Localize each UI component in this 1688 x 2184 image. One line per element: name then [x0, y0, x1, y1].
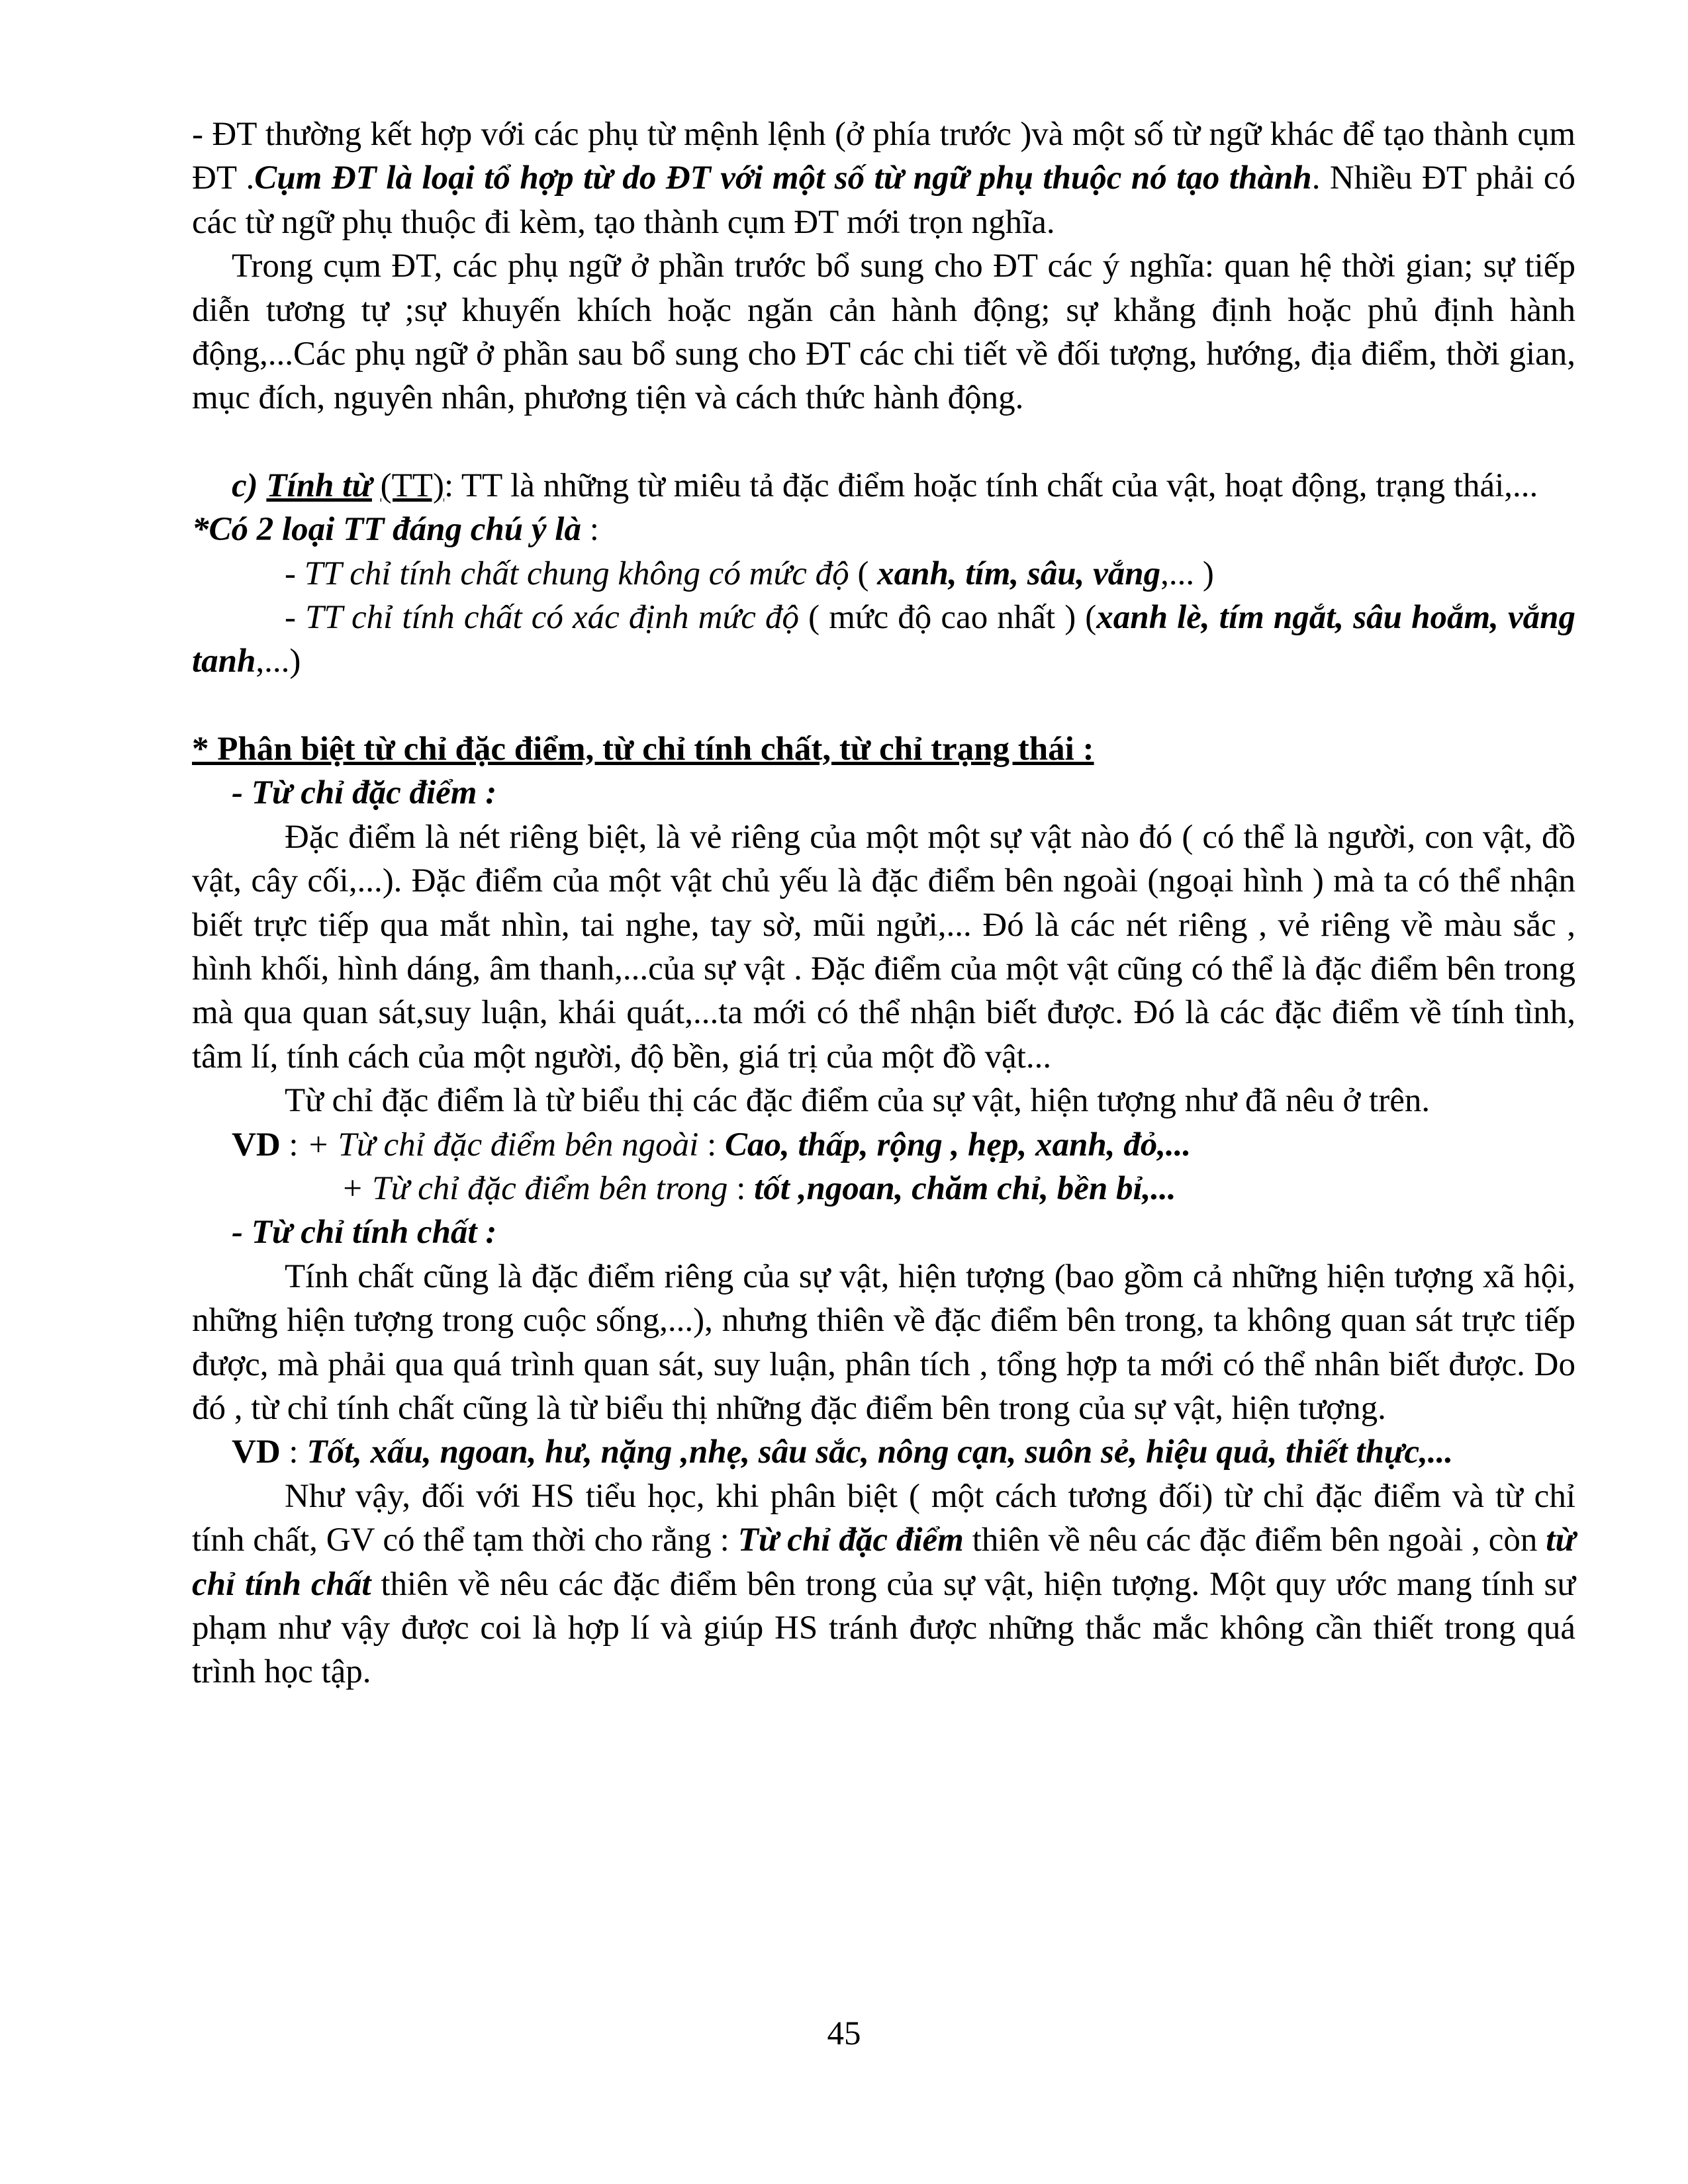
- phan-biet-heading: * Phân biệt từ chỉ đặc điểm, từ chỉ tính chất, từ chỉ trạng thái :: [192, 730, 1094, 768]
- text-run: :: [280, 1433, 307, 1471]
- text-run: thiên về nêu các đặc điểm bên ngoài , còn: [963, 1522, 1546, 1559]
- paragraph-cum-dong-tu: [192, 113, 1575, 244]
- page-number: 45: [827, 2015, 861, 2052]
- conclusion-paragraph: [192, 1475, 1575, 1694]
- dac-diem-paragraph-1: Đặc điểm là nét riêng biệt, là vẻ riêng của một một sự vật nào đó ( có thể là người, con vật, đồ vật, cây cối,...). Đặc điểm của một vật chủ yếu là đặc điểm bên ngoài (ngoại hình ) mà ta có thể nhận biết trực tiếp qua mắt nhìn, tai nghe, tay sờ, mũi ngửi,... Đó là các nét riêng , vẻ riêng về màu sắc , hình khối, hình dáng, âm thanh,...của sự vật . Đặc điểm của một vật cũng có thể là đặc điểm bên trong mà qua quan sát,suy luận, khái quát,...ta mới có thể nhận biết được. Đó là các đặc điểm về tính tình, tâm lí, tính cách của một người, độ bền, giá trị của một đồ vật...: [192, 818, 1575, 1075]
- text-run: : TT là những từ miêu tả đặc điểm hoặc tính chất của vật, hoạt động, trạng thái,...: [444, 467, 1538, 504]
- examples: Cao, thấp, rộng , hẹp, xanh, đỏ,...: [725, 1126, 1192, 1163]
- tinh-tu-intro: [192, 464, 1575, 508]
- text-run: + Từ chỉ đặc điểm bên ngoài: [306, 1126, 699, 1163]
- document-page: [192, 113, 1575, 2138]
- examples: Tốt, xấu, ngoan, hư, nặng ,nhẹ, sâu sắc, nông cạn, suôn sẻ, hiệu quả, thiết thực,...: [306, 1433, 1454, 1471]
- tinh-chat-paragraph: Tính chất cũng là đặc điểm riêng của sự vật, hiện tượng (bao gồm cả những hiện tượng xã hội, những hiện tượng trong cuộc sống,...), nhưng thiên về đặc điểm bên trong, ta không quan sát trực tiếp được, mà phải qua quá trình quan sát, suy luận, phân tích , tổng hợp ta mới có thể nhân biết được. Do đó , từ chỉ tính chất cũng là từ biểu thị những đặc điểm bên trong của sự vật, hiện tượng.: [192, 1257, 1575, 1427]
- section-title: Tính từ: [266, 467, 372, 504]
- type-1: [192, 552, 1575, 596]
- term-emphasis: từ chỉ tính chất: [192, 1522, 1576, 1603]
- term-emphasis: Từ chỉ đặc điểm: [737, 1522, 964, 1559]
- text-run: . Nhiều ĐT phải có các từ ngữ phụ thuộc đi kèm, tạo thành cụm ĐT mới trọn nghĩa.: [192, 159, 1576, 241]
- type-2: [192, 596, 1575, 684]
- text-run: + Từ chỉ đặc điểm bên trong: [341, 1169, 728, 1207]
- definition-emphasis: Cụm ĐT là loại tổ hợp từ do ĐT với một số từ ngữ phụ thuộc nó tạo thành: [254, 159, 1312, 197]
- text-run: thiên về nêu các đặc điểm bên trong của sự vật, hiện tượng. Một quy ước mang tính sư phạm như vậy được coi là hợp lí và giúp HS tránh được những thắc mắc không cần thiết trong quá trình học tập.: [192, 1565, 1575, 1691]
- section-abbr: (TT): [380, 467, 444, 504]
- types-heading: [192, 508, 1575, 551]
- vd-ben-ngoai: [192, 1123, 1575, 1167]
- section-label: c): [232, 467, 258, 504]
- text-run: - ĐT thường kết hợp với các phụ từ mệnh lệnh (ở phía trước )và một số từ ngữ khác để tạo thành cụm ĐT .: [192, 116, 1575, 197]
- vd-ben-trong: [192, 1167, 1575, 1210]
- examples: xanh, tím, sâu, vắng: [877, 555, 1161, 592]
- text-run: :: [280, 1126, 307, 1163]
- vd-label: VD: [232, 1433, 281, 1471]
- text-run: (: [849, 555, 878, 592]
- text-run: Như vậy, đối với HS tiểu học, khi phân biệt ( một cách tương đối) từ chỉ đặc điểm và từ chỉ tính chất, GV có thể tạm thời cho rằng :: [192, 1477, 1575, 1559]
- tinh-chat-heading: - Từ chỉ tính chất :: [232, 1214, 497, 1251]
- text-run: - TT chỉ tính chất có xác định mức độ: [285, 599, 800, 637]
- examples: xanh lè, tím ngắt, sâu hoắm, vắng tanh: [192, 599, 1575, 680]
- text-run: :: [698, 1126, 725, 1163]
- dac-diem-paragraph-2: Từ chỉ đặc điểm là từ biểu thị các đặc điểm của sự vật, hiện tượng như đã nêu ở trên.: [285, 1082, 1430, 1120]
- text-run: :: [581, 511, 599, 549]
- text-run: ,...): [256, 643, 301, 680]
- vd-tinh-chat: [192, 1430, 1575, 1474]
- text-run: :: [727, 1169, 755, 1207]
- paragraph-phu-ngu: Trong cụm ĐT, các phụ ngữ ở phần trước bổ sung cho ĐT các ý nghĩa: quan hệ thời gian; sự tiếp diễn tương tự ;sự khuyến khích hoặc ngăn cản hành động; sự khẳng định hoặc phủ định hành động,...Các phụ ngữ ở phần sau bổ sung cho ĐT các chi tiết về đối tượng, hướng, địa điểm, thời gian, mục đích, nguyên nhân, phương tiện và cách thức hành động.: [192, 248, 1575, 417]
- text-run: ,... ): [1160, 555, 1214, 592]
- text-run: ( mức độ cao nhất ) (: [799, 599, 1097, 637]
- vd-label: VD: [232, 1126, 281, 1163]
- types-heading-text: *Có 2 loại TT đáng chú ý là: [192, 511, 581, 549]
- text-run: - TT chỉ tính chất chung không có mức độ: [285, 555, 849, 592]
- dac-diem-heading: - Từ chỉ đặc điểm :: [232, 774, 497, 812]
- examples: tốt ,ngoan, chăm chỉ, bền bỉ,...: [754, 1169, 1176, 1207]
